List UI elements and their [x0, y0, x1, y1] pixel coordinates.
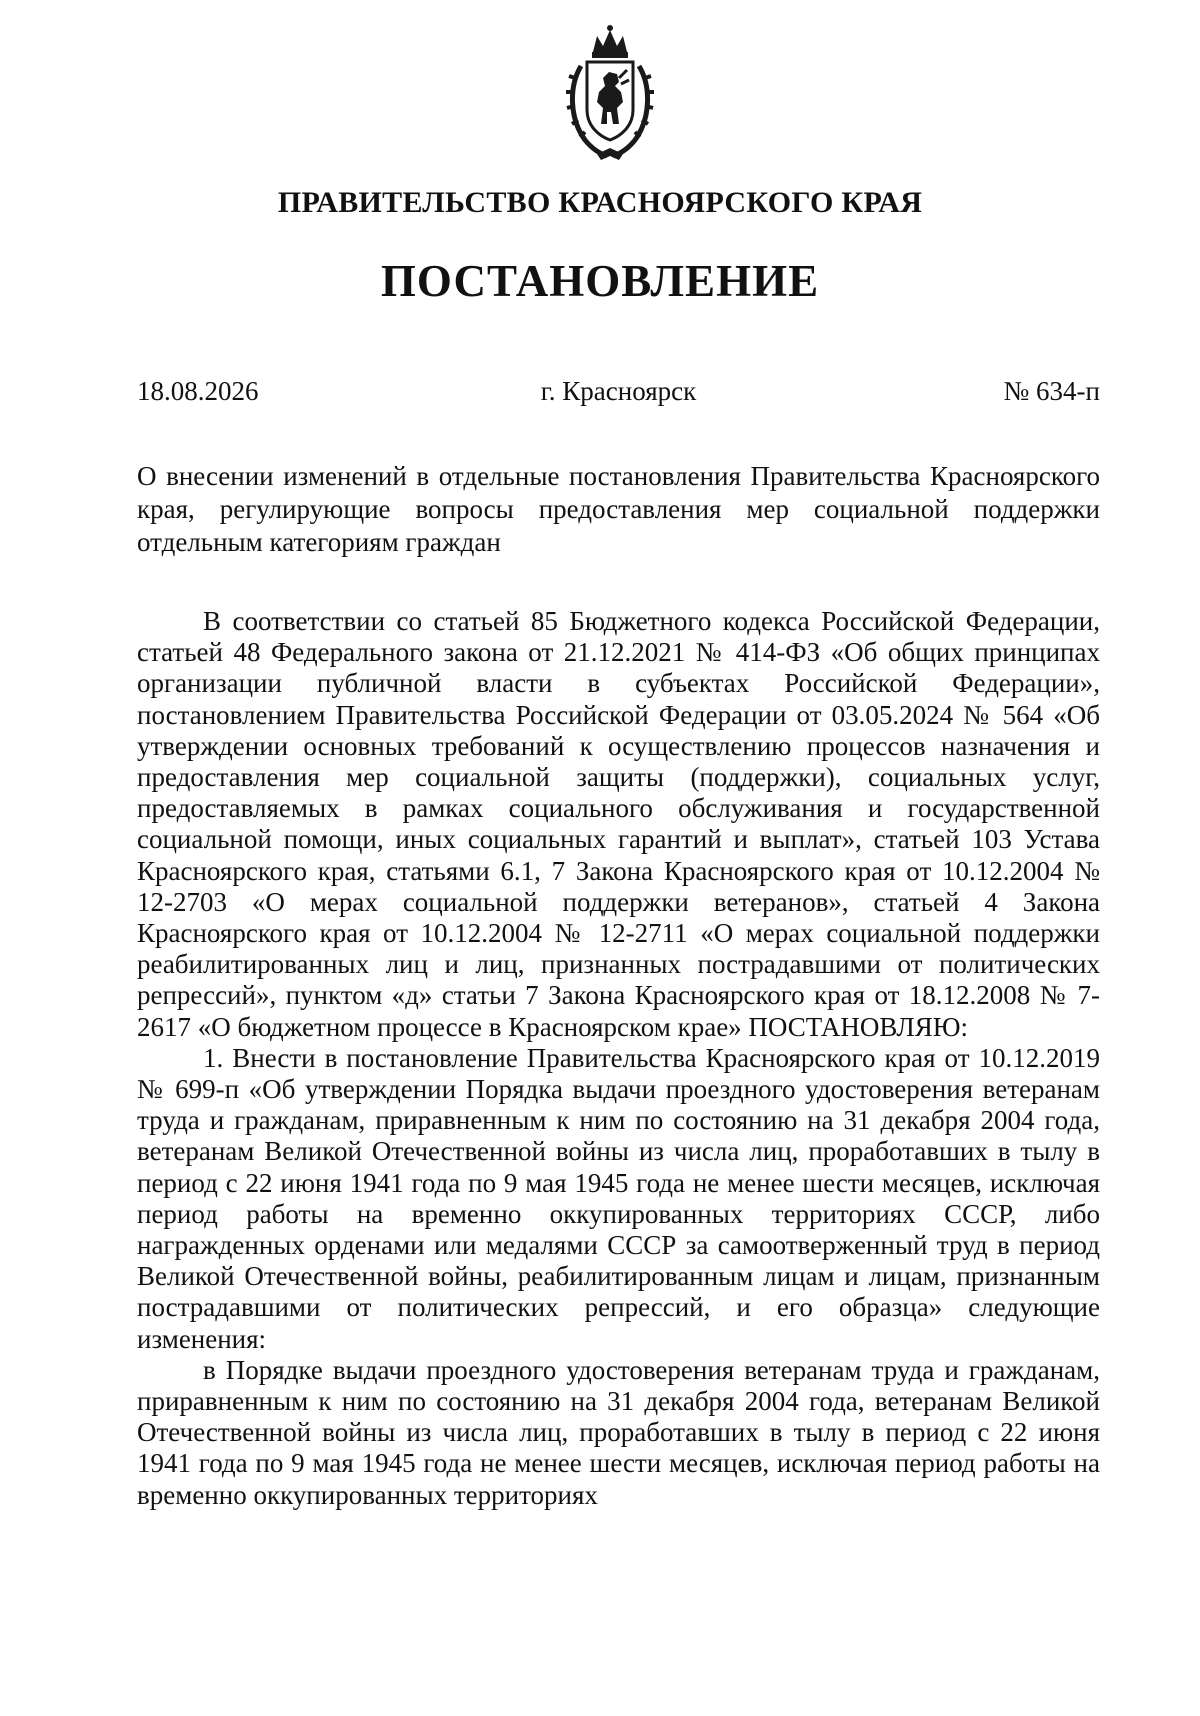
document-subject: О внесении изменений в отдельные постановления Правительства Красноярского края, регулирующие вопросы предоставления мер социальной поддержки отдельным категориям граждан [137, 461, 1100, 557]
document-date: 18.08.2026 [137, 376, 259, 406]
document-number: № 634-п [1003, 376, 1100, 406]
document-city: г. Красноярск [540, 376, 697, 406]
issuing-authority: ПРАВИТЕЛЬСТВО КРАСНОЯРСКОГО КРАЯ [277, 186, 923, 219]
document-body [137, 606, 1100, 1511]
item-1-subparagraph: в Порядке выдачи проездного удостоверения ветеранам труда и гражданам, приравненным к ним по состоянию на 31 декабря 2004 года, ветеранам Великой Отечественной войны из числа лиц, проработавших в тылу в период с 22 июня 1941 года по 9 мая 1945 года не менее шести месяцев, исключая период работы на временно оккупированных территориях [137, 1354, 1100, 1510]
preamble-paragraph: В соответствии со статьей 85 Бюджетного кодекса Российской Федерации, статьей 48 Федерального закона от 21.12.2021 № 414-ФЗ «Об общих принципах организации публичной власти в субъектах Российской Федерации», постановлением Правительства Российской Федерации от 03.05.2024 № 564 «Об утверждении основных требований к осуществлению процессов назначения и предоставления мер социальной защиты (поддержки), социальных услуг, предоставляемых в рамках социального обслуживания и государственной социальной помощи, иных социальных гарантий и выплат», статьей 103 Устава Красноярского края, статьями 6.1, 7 Закона Красноярского края от 10.12.2004 № 12-2703 «О мерах социальной поддержки ветеранов», статьей 4 Закона Красноярского края от 10.12.2004 № 12-2711 «О мерах социальной поддержки реабилитированных лиц и лиц, признанных пострадавшими от политических репрессий», пунктом «д» статьи 7 Закона Красноярского края от 18.12.2008 № 7-2617 «О бюджетном процессе в Красноярском крае» ПОСТАНОВЛЯЮ: [137, 606, 1100, 1042]
coat-of-arms-icon [563, 22, 657, 162]
document-type: ПОСТАНОВЛЕНИЕ [380, 256, 820, 306]
item-1-paragraph: 1. Внести в постановление Правительства Красноярского края от 10.12.2019 № 699-п «Об утверждении Порядка выдачи проездного удостоверения ветеранам труда и гражданам, приравненным к ним по состоянию на 31 декабря 2004 года, ветеранам Великой Отечественной войны из числа лиц, проработавших в тылу в период с 22 июня 1941 года по 9 мая 1945 года не менее шести месяцев, исключая период работы на временно оккупированных территориях СССР, либо награжденных орденами или медалями СССР за самоотверженный труд в период Великой Отечественной войны, реабилитированным лицам и лицам, признанным пострадавшими от политических репрессий, и его образца» следующие изменения: [137, 1042, 1100, 1354]
document-details-row [137, 376, 1100, 416]
